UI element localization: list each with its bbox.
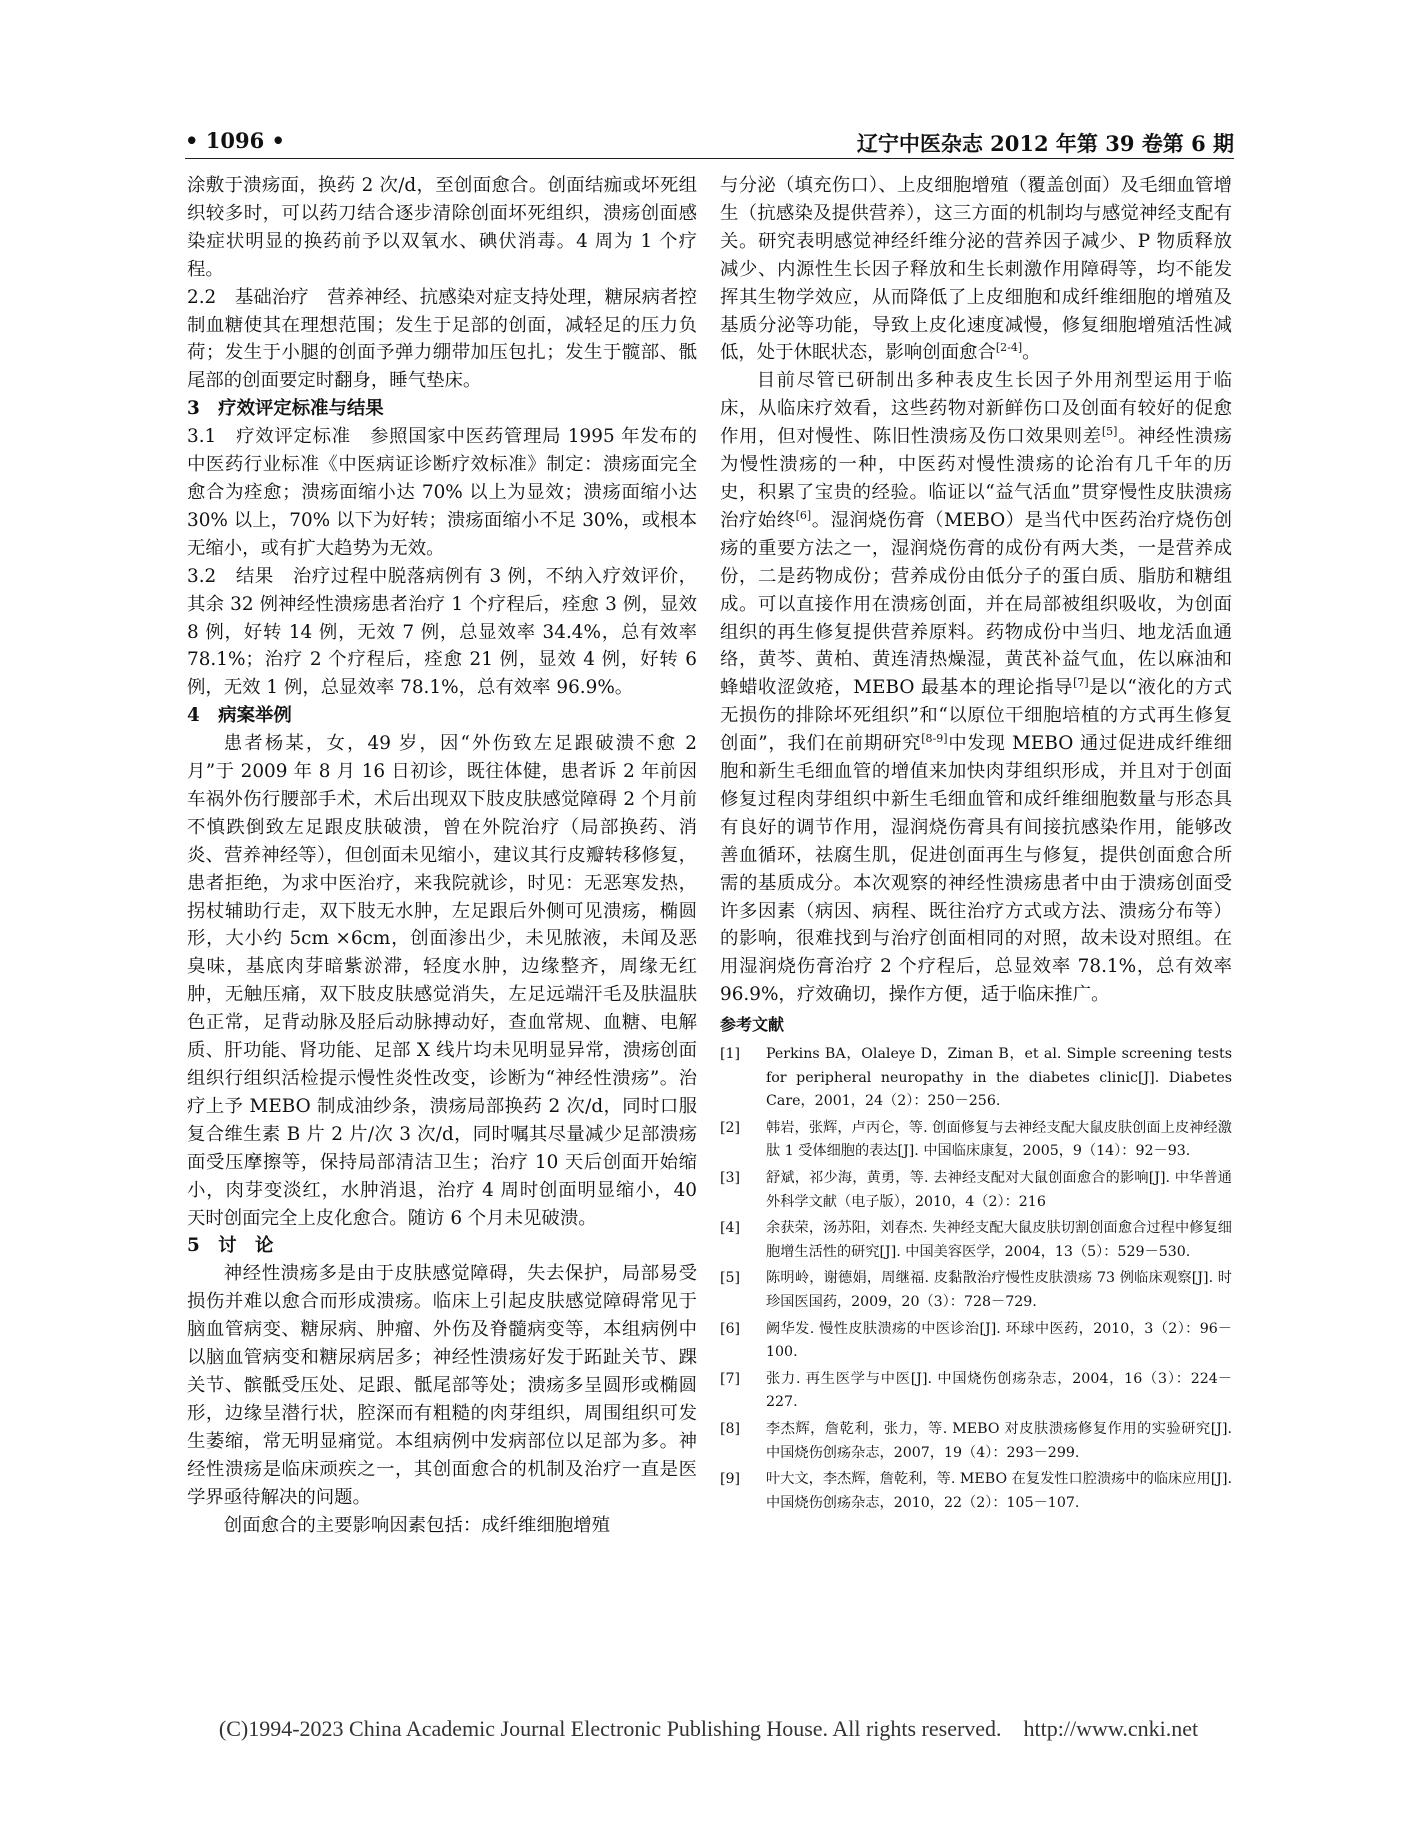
header-rule bbox=[185, 158, 1234, 159]
reference-item bbox=[720, 1418, 1232, 1465]
reference-item bbox=[720, 1043, 1232, 1114]
reference-number: [2] bbox=[720, 1119, 741, 1136]
paragraph: 3.1 疗效评定标准 参照国家中医药管理局 1995 年发布的中医药行业标准《中医病证诊断疗效标准》制定：溃疡面完全愈合为痊愈；溃疡面缩小达 70% 以上为显效；溃疡面缩小达 30% 以上，70% 以下为好转；溃疡面缩小不足 30%，或根本无缩小，或有扩大趋势为无效。 bbox=[187, 426, 697, 559]
reference-number: [9] bbox=[720, 1471, 741, 1488]
copyright-footer: (C)1994-2023 China Academic Journal Electronic Publishing House. All rights reserved. http://www.cnki.net bbox=[218, 1716, 1199, 1741]
reference-item bbox=[720, 1217, 1232, 1264]
reference-item bbox=[720, 1318, 1232, 1365]
section-heading: 4 病案举例 bbox=[187, 705, 292, 727]
citation: [8-9] bbox=[921, 732, 948, 745]
paragraph: 2.2 基础治疗 营养神经、抗感染对症支持处理，糖尿病者控制血糖使其在理想范围；发生于足部的创面，减轻足的压力负荷；发生于小腿的创面予弹力绷带加压包扎；发生于髋部、骶尾部的创面要定时翻身，睡气垫床。 bbox=[187, 286, 697, 392]
reference-text: 叶大文，李杰辉，詹乾利，等. MEBO 在复发性口腔溃疡中的临床应用[J]. 中国烧伤创疡杂志，2010，22（2）：105－107. bbox=[766, 1471, 1232, 1511]
reference-list bbox=[720, 1043, 1232, 1515]
reference-item bbox=[720, 1267, 1232, 1314]
reference-text: 阙华发. 慢性皮肤溃疡的中医诊治[J]. 环球中医药，2010，3（2）：96－100. bbox=[766, 1320, 1232, 1361]
paragraph: 涂敷于溃疡面，换药 2 次/d，至创面愈合。创面结痂或坏死组织较多时，可以药刀结合逐步清除创面坏死组织，溃疡创面感染症状明显的换药前予以双氧水、碘伏消毒。4 周为 1 个疗程。 bbox=[187, 175, 697, 280]
text-run: 。湿润烧伤膏（MEBO）是当代中医药治疗烧伤创疡的重要方法之一，湿润烧伤膏的成份有两大类，一是营养成份，二是药物成份；营养成份由低分子的蛋白质、脂肪和糖组成。可以直接作用在溃疡创面，并在局部被组织吸收，为创面组织的再生修复提供营养原料。药物成份中当归、地龙活血通络，黄芩、黄柏、黄连清热燥湿，黄芪补益气血，佐以麻油和蜂蜡收涩敛疮，MEBO 最基本的理论指导 bbox=[720, 509, 1232, 699]
left-column bbox=[187, 172, 697, 1539]
reference-number: [8] bbox=[720, 1421, 741, 1437]
reference-text: 韩岩，张辉，卢丙仑，等. 创面修复与去神经支配大鼠皮肤创面上皮神经激肽 1 受体细胞的表达[J]. 中国临床康复，2005，9（14）：92－93. bbox=[766, 1119, 1232, 1160]
citation: [6] bbox=[795, 508, 812, 522]
text-run: 中发现 MEBO 通过促进成纤维细胞和新生毛细血管的增值来加快肉芽组织形成，并且对于创面修复过程肉芽组织中新生毛细血管和成纤维细胞数量与形态具有良好的调节作用，湿润烧伤膏具有间接抗感染作用，能够改善血循环，祛腐生肌，促进创面再生与修复，提供创面愈合所需的基质成分。本次观察的神经性溃疡患者中由于溃疡创面受许多因素（病因、病程、既往治疗方式或方法、溃疡分布等）的影响，很难找到与治疗创面相同的对照，故未设对照组。在用湿润烧伤膏治疗 2 个疗程后，总显效率 78.1%，总有效率 96.9%，疗效确切，操作方便，适于临床推广。 bbox=[720, 733, 1232, 1006]
citation: [2-4] bbox=[995, 341, 1023, 355]
reference-item bbox=[720, 1368, 1232, 1415]
page-header bbox=[0, 120, 1417, 160]
paragraph: 患者杨某，女，49 岁，因“外伤致左足跟破溃不愈 2 月”于 2009 年 8 月 16 日初诊，既往体健，患者诉 2 年前因车祸外伤行腰部手术，术后出现双下肢皮肤感觉障碍 2 个月前不慎跌倒致左足跟皮肤破溃，曾在外院治疗（局部换药、消炎、营养神经等），但创面未见缩小，建议其行皮瓣转移修复，患者拒绝，为求中医治疗，来我院就诊，时见：无恶寒发热，拐杖辅助行走，双下肢无水肿，左足跟后外侧可见溃疡，椭圆形，大小约 5cm ×6cm，创面渗出少，未见脓液，未闻及恶臭味，基底肉芽暗紫淤滞，轻度水肿，边缘整齐，周缘无红肿，无触压痛，双下肢皮肤感觉消失，左足远端汗毛及肤温肤色正常，足背动脉及胫后动脉搏动好，查血常规、血糖、电解质、肝功能、肾功能、足部 X 线片均未见明显异常，溃疡创面组织行组织活检提示慢性炎性改变，诊断为“神经性溃疡”。治疗上予 MEBO 制成油纱条，溃疡局部换药 2 次/d，同时口服复合维生素 B 片 2 片/次 3 次/d，同时嘱其尽量减少足部溃疡面受压摩擦等，保持局部清洁卫生；治疗 10 天后创面开始缩小，肉芽变淡红，水肿消退，治疗 4 周时创面明显缩小，40 天时创面完全上皮化愈合。随访 6 个月未见破溃。 bbox=[187, 733, 697, 1229]
page-number: • 1096 • bbox=[185, 128, 285, 153]
reference-text: 余获荣，汤苏阳，刘春杰. 失神经支配大鼠皮肤切割创面愈合过程中修复细胞增生活性的研究[J]. 中国美容医学，2004，13（5）：529－530. bbox=[766, 1220, 1232, 1260]
reference-text: 张力. 再生医学与中医[J]. 中国烧伤创疡杂志，2004，16（3）：224－227. bbox=[766, 1370, 1232, 1411]
text-run: 。 bbox=[1022, 342, 1041, 364]
reference-number: [7] bbox=[720, 1370, 741, 1387]
section-heading: 5 讨 论 bbox=[187, 1235, 274, 1257]
reference-number: [3] bbox=[720, 1170, 741, 1187]
reference-number: [1] bbox=[720, 1046, 741, 1063]
paragraph bbox=[720, 172, 1232, 367]
reference-number: [6] bbox=[720, 1320, 741, 1337]
text-run: 。神经性溃疡为慢性溃疡的一种，中医药对慢性溃疡的论治有几千年的历史，积累了宝贵的经验。临证以“益气活血”贯穿慢性皮肤溃疡治疗始终 bbox=[720, 426, 1232, 531]
reference-number: [4] bbox=[720, 1220, 741, 1237]
reference-item bbox=[720, 1117, 1232, 1164]
reference-text: 李杰辉，詹乾利，张力，等. MEBO 对皮肤溃疡修复作用的实验研究[J]. 中国烧伤创疡杂志，2007，19（4）：293－299. bbox=[766, 1421, 1232, 1461]
citation: [7] bbox=[1073, 676, 1089, 690]
reference-text: Perkins BA，Olaleye D，Ziman B，et al. Simple screening tests for peripheral neuropathy in the diabetes clinic[J]. Diabetes Care，2001，24（2）：250－256. bbox=[766, 1046, 1232, 1110]
references-title: 参考文献 bbox=[720, 1015, 785, 1035]
paragraph: 创面愈合的主要影响因素包括：成纤维细胞增殖 bbox=[223, 1514, 611, 1536]
paragraph: 3.2 结果 治疗过程中脱落病例有 3 例，不纳入疗效评价，其余 32 例神经性溃疡患者治疗 1 个疗程后，痊愈 3 例，显效 8 例，好转 14 例，无效 7 例，总显效率 34.4%，总有效率 78.1%；治疗 2 个疗程后，痊愈 21 例，显效 4 例，好转 6 例，无效 1 例，总显效率 78.1%，总有效率 96.9%。 bbox=[187, 565, 697, 699]
reference-number: [5] bbox=[720, 1270, 741, 1287]
text-run: 与分泌（填充伤口）、上皮细胞增殖（覆盖创面）及毛细血管增生（抗感染及提供营养），这三方面的机制均与感觉神经支配有关。研究表明感觉神经纤维分泌的营养因子减少、P 物质释放减少、内源性生长因子释放和生长刺激作用障碍等，均不能发挥其生物学效应，从而降低了上皮细胞和成纤维细胞的增殖及基质分泌等功能，导致上皮化速度减慢，修复细胞增殖活性减低，处于休眠状态，影响创面愈合 bbox=[720, 175, 1232, 364]
reference-item bbox=[720, 1167, 1232, 1214]
paragraph: 神经性溃疡多是由于皮肤感觉障碍，失去保护，局部易受损伤并难以愈合而形成溃疡。临床上引起皮肤感觉障碍常见于脑血管病变、糖尿病、肿瘤、外伤及脊髓病变等，本组病例中以脑血管病变和糖尿病居多；神经性溃疡好发于跖趾关节、踝关节、髌骶受压处、足跟、骶尾部等处；溃疡多呈圆形或椭圆形，边缘呈潜行状，腔深而有粗糙的肉芽组织，周围组织可发生萎缩，常无明显痛觉。本组病例中发病部位以足部为多。神经性溃疡是临床顽疾之一，其创面愈合的机制及治疗一直是医学界亟待解决的问题。 bbox=[187, 1263, 697, 1508]
reference-item bbox=[720, 1468, 1232, 1515]
right-column bbox=[720, 172, 1232, 1518]
reference-text: 陈明岭，谢德娟，周继福. 皮黏散治疗慢性皮肤溃疡 73 例临床观察[J]. 时珍国医国药，2009，20（3）：728－729. bbox=[766, 1270, 1232, 1311]
reference-text: 舒斌，祁少海，黄勇，等. 去神经支配对大鼠创面愈合的影响[J]. 中华普通外科学文献（电子版），2010，4（2）：216 bbox=[766, 1170, 1232, 1210]
text-run: 是以“液化的方式无损伤的排除坏死组织”和“以原位干细胞培植的方式再生修复创面”，我们在前期研究 bbox=[720, 677, 1232, 755]
paragraph bbox=[720, 367, 1232, 1009]
journal-title: 辽宁中医杂志 2012 年第 39 卷第 6 期 bbox=[856, 131, 1234, 156]
citation: [5] bbox=[1101, 425, 1118, 439]
section-heading: 3 疗效评定标准与结果 bbox=[187, 398, 384, 420]
text-run: 目前尽管已研制出多种表皮生长因子外用剂型运用于临床，从临床疗效看，这些药物对新鲜伤口及创面有较好的促愈作用，但对慢性、陈旧性溃疡及伤口效果则差 bbox=[720, 370, 1232, 448]
